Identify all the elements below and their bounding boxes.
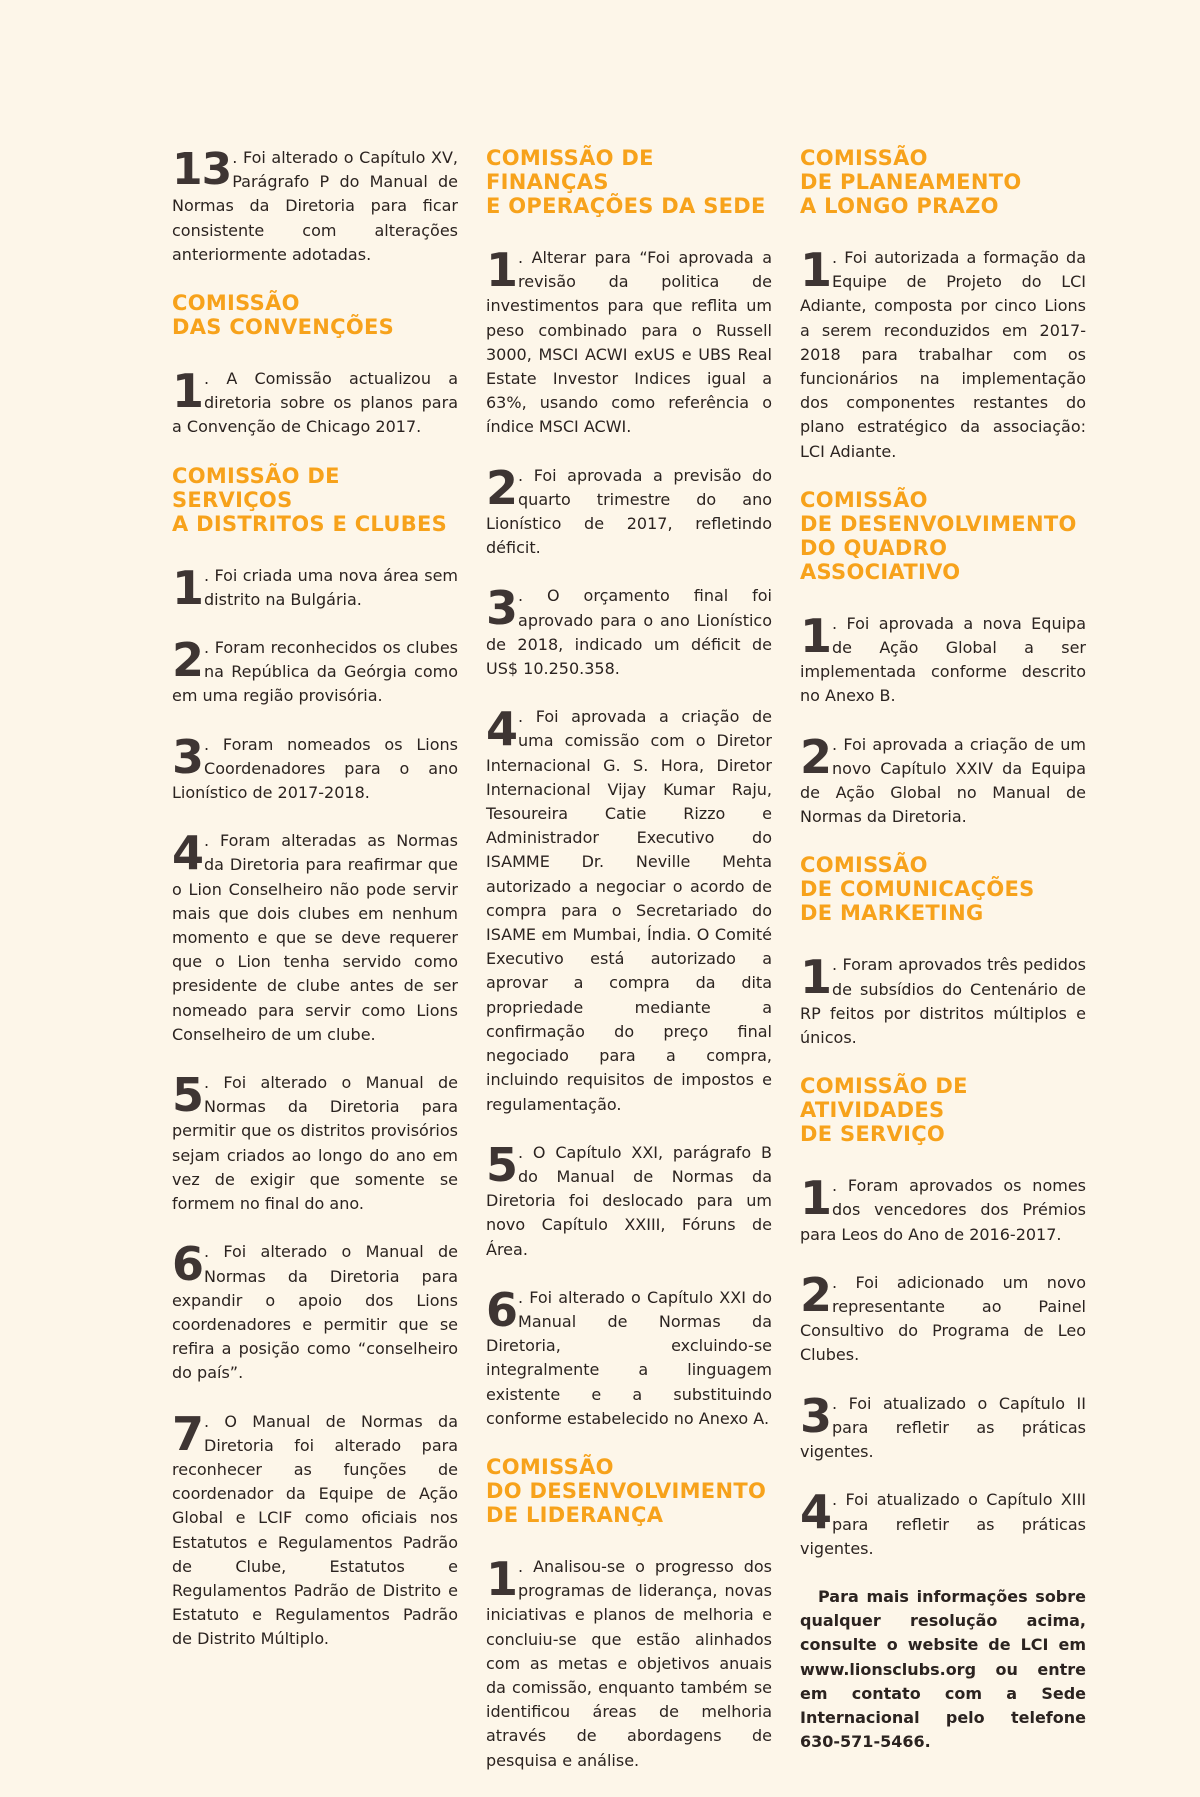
item-text: . Foi aprovada a previsão do quarto trimestre do ano Lionístico de 2017, refletindo déficit. [486,465,772,558]
section-heading-atividades: COMISSÃO DE ATIVIDADES DE SERVIÇO [800,1074,968,1147]
item-text: . O Manual de Normas da Diretoria foi alterado para reconhecer as funções de coordenador da Equipe de Ação Global e LCIF como oficiais nos Estatutos e Regulamentos Padrão de Clube, Estatutos e Regulamentos Padrão de Distrito e Estatuto e Regulamentos Padrão de Distrito Múltiplo. [172,1411,458,1649]
footer-contact-note [800,1585,1086,1754]
item-number: 1 [172,364,204,419]
item-number: 3 [172,729,204,784]
section-heading-planeamento: COMISSÃO DE PLANEAMENTO A LONGO PRAZO [800,146,1022,218]
item-text: . A Comissão actualizou a diretoria sobre os planos para a Convenção de Chicago 2017. [172,369,458,437]
item-number: 4 [800,1485,832,1540]
section-heading-lideranca: COMISSÃO DO DESENVOLVIMENTO DE LIDERANÇA [486,1454,767,1527]
item-number: 7 [172,1406,204,1461]
item-text: . Foi aprovada a criação de uma comissão com o Diretor Internacional G. S. Hora, Diretor Internacional Vijay Kumar Raju, Tesoureira Catie Rizzo e Administrador Executivo do ISAMME Dr. Neville Mehta autorizado a negociar o acordo de compra para o Secretariado do ISAME em Mumbai, Índia. O Comité Executivo está autorizado a aprovar a compra da dita propriedade mediante a confirmação do preço final negociado para a compra, incluindo requisitos de impostos e regulamentação. [486,707,772,1114]
item-number: 1 [800,243,832,297]
item-number: 6 [172,1237,204,1292]
resolution-item [800,950,1086,1050]
resolution-item [486,1282,772,1431]
item-text: . Foram nomeados os Lions Coordenadores para o ano Lionístico de 2017-2018. [172,734,458,803]
resolution-item [172,364,458,440]
item-number: 1 [800,608,832,663]
item-number: 2 [172,633,204,688]
section-heading-servicos: COMISSÃO DE SERVIÇOS A DISTRITOS E CLUBES [172,463,448,536]
item-text: . Foi alterado o Capítulo XV, Parágrafo P do Manual de Normas da Diretoria para ficar consistente com alterações anteriormente adotadas. [172,148,458,264]
item-number: 1 [486,243,518,297]
item-text: . Alterar para “Foi aprovada a revisão da politica de investimentos para que reflita um peso combinado para o Russell 3000, MSCI ACWI exUS e UBS Real Estate Investor Indices igual a 63%, usando como referência o índice MSCI ACWI. [486,248,772,437]
item-text: . Foi atualizado o Capítulo XIII para refletir as práticas vigentes. [800,1490,1086,1558]
resolution-item [172,146,458,267]
item-number: 2 [486,460,518,515]
item-text: . Foi criada uma nova área sem distrito na Bulgária. [204,565,458,609]
item-text: . O Capítulo XXI, parágrafo B do Manual de Normas da Diretoria foi deslocado para um novo Capítulo XXIII, Fóruns de Área. [486,1142,772,1259]
resolution-item [172,560,458,615]
item-text: . O orçamento final foi aprovado para o ano Lionístico de 2018, indicado um déficit de US$ 10.250.358. [486,586,772,679]
footer-text: Para mais informações sobre qualquer resolução acima, consulte o website de LCI em www.lionsclubs.org ou entre em contato com a Sede Internacional pelo telefone 630-571-5466. [800,1586,1086,1752]
item-text: . Foi aprovada a criação de um novo Capítulo XXIV da Equipa de Ação Global no Manual de Normas da Diretoria. [800,734,1086,827]
resolution-item [800,1171,1086,1247]
item-text: . Foi autorizada a formação da Equipe de Projeto do LCI Adiante, composta por cinco Lions a serem reconduzidos em 2017-2018 para trabalhar com os funcionários na implementação dos componentes restantes do plano estratégico da associação: LCI Adiante. [800,248,1086,461]
resolution-item [800,608,1086,709]
item-text: . Foi atualizado o Capítulo II para refletir as práticas vigentes. [800,1393,1086,1462]
resolution-item [800,1485,1086,1561]
item-number: 1 [172,560,204,615]
item-number: 3 [800,1388,832,1443]
resolution-item [172,826,458,1047]
item-number: 5 [486,1137,518,1192]
resolution-item [172,1237,458,1385]
item-number: 4 [172,826,204,881]
item-text: . Analisou-se o progresso dos programas de liderança, novas iniciativas e planos de melhoria e concluiu-se que estão alinhados com as metas e objetivos anuais da comissão, enquanto também se identificou áreas de melhoria através de abordagens de pesquisa e análise. [486,1556,772,1770]
item-text: . Foram aprovados os nomes dos vencedores dos Prémios para Leos do Ano de 2016-2017. [800,1176,1086,1244]
item-number: 4 [486,702,518,757]
item-number: 1 [800,1171,832,1226]
item-text: . Foi alterado o Manual de Normas da Diretoria para permitir que os distritos provisórios sejam criados ao longo do ano em vez de exigir que somente se formem no final do ano. [172,1073,458,1214]
resolution-item [172,729,458,806]
column-3 [800,146,1086,1754]
resolution-item [800,243,1086,464]
section-heading-financas: COMISSÃO DE FINANÇAS E OPERAÇÕES DA SEDE [486,146,766,218]
item-number: 6 [486,1282,518,1337]
item-number: 1 [800,950,832,1005]
item-text: . Foi adicionado um novo representante ao Painel Consultivo do Programa de Leo Clubes. [800,1272,1086,1365]
resolution-item [486,702,772,1116]
item-number: 5 [172,1068,204,1123]
item-text: . Foram reconhecidos os clubes na República da Geórgia como em uma região provisória. [172,638,458,706]
item-number: 3 [486,581,518,636]
item-text: . Foram aprovados três pedidos de subsídios do Centenário de RP feitos por distritos múltiplos e únicos. [800,955,1086,1048]
resolution-item [172,1406,458,1652]
item-number: 13 [172,144,232,195]
item-number: 1 [486,1551,518,1606]
column-2 [486,146,772,1797]
section-heading-convencoes: COMISSÃO DAS CONVENÇÕES [172,291,395,340]
resolution-item [486,581,772,681]
section-heading-comunicacoes: COMISSÃO DE COMUNICAÇÕES DE MARKETING [800,853,1035,926]
item-text: . Foi aprovada a nova Equipa de Ação Global a ser implementada conforme descrito no Anexo B. [800,613,1086,706]
resolution-item [800,1267,1086,1368]
item-number: 2 [800,729,832,784]
column-1 [172,146,458,1676]
resolution-item [172,1068,458,1216]
item-text: . Foi alterado o Capítulo XXI do Manual de Normas da Diretoria, excluindo-se integralmente a linguagem existente e a substituindo conforme estabelecido no Anexo A. [486,1287,772,1428]
item-text: . Foram alteradas as Normas da Diretoria para reafirmar que o Lion Conselheiro não pode servir mais que dois clubes em nenhum momento e que se deve requerer que o Lion tenha servido como presidente de clube antes de ser nomeado para servir como Lions Conselheiro de um clube. [172,831,458,1044]
section-heading-quadro: COMISSÃO DE DESENVOLVIMENTO DO QUADRO ASSOCIATIVO [800,487,1077,584]
resolution-item [486,460,772,561]
resolution-item [486,1551,772,1773]
item-text: . Foi alterado o Manual de Normas da Diretoria para expandir o apoio dos Lions coordenadores e permitir que se refira a posição como “conselheiro do país”. [172,1242,458,1383]
resolution-item [800,1388,1086,1465]
resolution-item [172,633,458,709]
resolution-item [486,1137,772,1262]
resolution-item [486,243,772,440]
resolution-item [800,729,1086,830]
item-number: 2 [800,1267,832,1322]
